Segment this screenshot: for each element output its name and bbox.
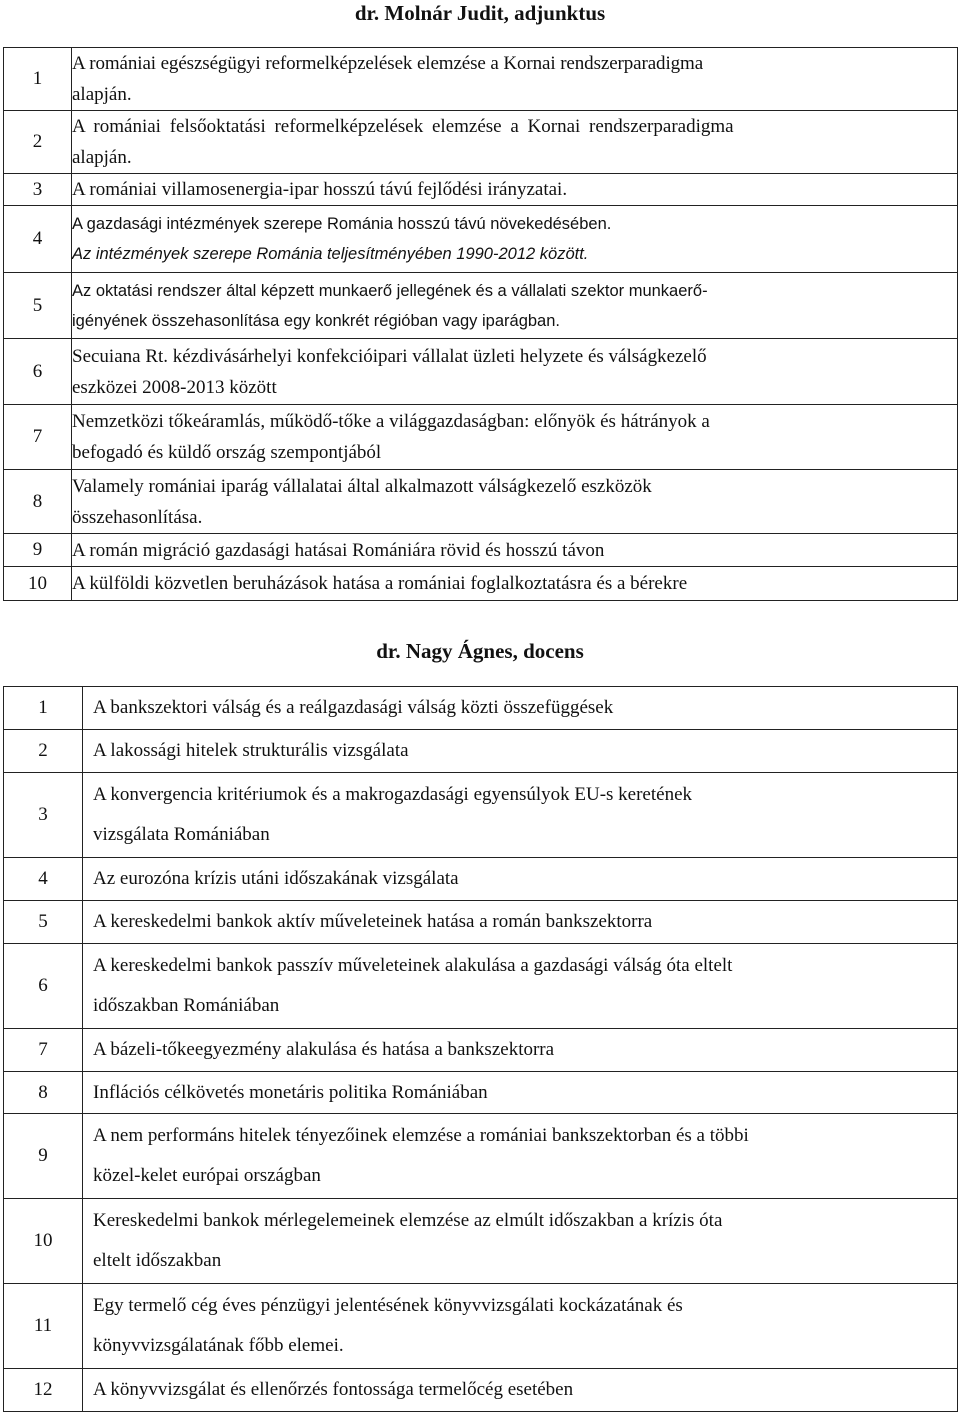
topic-title <box>83 944 958 1029</box>
topic-line: Valamely romániai iparág vállalatai által alkalmazott válságkezelő eszközök <box>72 475 652 497</box>
topic-line: A külföldi közvetlen beruházások hatása a romániai foglalkoztatásra és a bérekre <box>72 573 688 594</box>
topic-line: Az oktatási rendszer által képzett munkaerő jellegének és a vállalati szektor munkaerő- <box>72 281 708 300</box>
row-number: 2 <box>4 730 83 773</box>
row-number: 6 <box>4 339 72 405</box>
row-number: 7 <box>4 405 72 470</box>
table-row <box>4 901 958 944</box>
topic-line: Az intézmények szerepe Románia teljesítményében 1990-2012 között. <box>72 245 589 263</box>
table-row <box>4 534 958 567</box>
topic-title <box>72 273 958 339</box>
topic-line: közel-kelet európai országban <box>93 1165 321 1186</box>
topic-title <box>72 206 958 273</box>
topic-line: igényének összehasonlítása egy konkrét régióban vagy iparágban. <box>72 311 560 330</box>
table-row <box>4 470 958 534</box>
topic-line: összehasonlítása. <box>72 506 203 528</box>
table-row <box>4 1369 958 1412</box>
topic-line: Az eurozóna krízis utáni időszakának vizsgálata <box>93 868 459 889</box>
table-row <box>4 687 958 730</box>
table-row <box>4 1199 958 1284</box>
row-number: 6 <box>4 944 83 1029</box>
row-number: 8 <box>4 470 72 534</box>
row-number: 10 <box>4 567 72 601</box>
topic-title <box>83 1029 958 1072</box>
section1-title: dr. Molnár Judit, adjunktus <box>354 1 606 25</box>
topic-line: befogadó és küldő ország szempontjából <box>72 442 382 463</box>
topics-table-nagy <box>3 686 958 1412</box>
topic-title <box>72 339 958 405</box>
topics-table-molnar <box>3 47 958 601</box>
topic-title <box>83 773 958 858</box>
row-number: 7 <box>4 1029 83 1072</box>
topic-line: A gazdasági intézmények szerepe Románia hosszú távú növekedésében. <box>72 215 612 233</box>
row-number: 5 <box>4 901 83 944</box>
topic-title <box>83 858 958 901</box>
topic-line: A romániai villamosenergia-ipar hosszú távú fejlődési irányzatai. <box>72 179 568 200</box>
row-number: 4 <box>4 858 83 901</box>
topic-line: A lakossági hitelek strukturális vizsgálata <box>93 740 409 761</box>
topic-title <box>72 470 958 534</box>
table-row <box>4 1029 958 1072</box>
topic-title <box>83 1114 958 1199</box>
row-number: 12 <box>4 1369 83 1412</box>
topic-title <box>72 174 958 206</box>
topic-line: eszközei 2008-2013 között <box>72 376 277 398</box>
topic-line: Nemzetközi tőkeáramlás, működő-tőke a világgazdaságban: előnyök és hátrányok a <box>72 411 710 432</box>
topic-line: A romániai egészségügyi reformelképzelések elemzése a Kornai rendszerparadigma <box>72 53 704 74</box>
row-number: 1 <box>4 48 72 111</box>
topic-title <box>83 1369 958 1412</box>
table-row <box>4 858 958 901</box>
table-row <box>4 339 958 405</box>
table-row <box>4 1114 958 1199</box>
table-row <box>4 773 958 858</box>
table-row <box>4 405 958 470</box>
topic-line: eltelt időszakban <box>93 1250 222 1271</box>
topic-line: A könyvvizsgálat és ellenőrzés fontossága termelőcég esetében <box>93 1379 574 1400</box>
topic-line: A román migráció gazdasági hatásai Romániára rövid és hosszú távon <box>72 539 605 561</box>
topic-title <box>72 405 958 470</box>
table-row <box>4 111 958 174</box>
topic-line: Inflációs célkövetés monetáris politika Romániában <box>93 1081 488 1103</box>
topic-line: A bázeli-tőkeegyezmény alakulása és hatása a bankszektorra <box>93 1039 555 1060</box>
topic-title <box>72 111 958 174</box>
topic-title <box>83 901 958 944</box>
table-row <box>4 273 958 339</box>
topic-line: Egy termelő cég éves pénzügyi jelentésének könyvvizsgálati kockázatának és <box>93 1295 683 1316</box>
table-row <box>4 730 958 773</box>
row-number: 9 <box>4 534 72 567</box>
topic-line: A kereskedelmi bankok aktív műveleteinek hatása a román bankszektorra <box>93 911 653 932</box>
topic-line: időszakban Romániában <box>93 995 280 1016</box>
topic-title <box>83 1072 958 1114</box>
table-row <box>4 567 958 601</box>
topic-line: alapján. <box>72 84 132 105</box>
row-number: 4 <box>4 206 72 273</box>
section2-title: dr. Nagy Ágnes, docens <box>376 639 584 663</box>
row-number: 8 <box>4 1072 83 1114</box>
topic-line: alapján. <box>72 147 132 168</box>
topic-title <box>83 1284 958 1369</box>
table-row <box>4 1284 958 1369</box>
table-row <box>4 174 958 206</box>
table-row <box>4 1072 958 1114</box>
topic-title <box>72 534 958 567</box>
row-number: 1 <box>4 687 83 730</box>
topic-title <box>83 1199 958 1284</box>
topic-line: A bankszektori válság és a reálgazdasági válság közti összefüggések <box>93 697 614 718</box>
row-number: 2 <box>4 111 72 174</box>
row-number: 3 <box>4 773 83 858</box>
topic-title <box>72 567 958 601</box>
topic-title <box>83 687 958 730</box>
topic-line: A konvergencia kritériumok és a makrogazdasági egyensúlyok EU-s keretének <box>93 784 693 805</box>
topic-title <box>72 48 958 111</box>
topic-line: A romániai felsőoktatási reformelképzelések elemzése a Kornai rendszerparadigma <box>72 116 734 137</box>
row-number: 10 <box>4 1199 83 1284</box>
topic-line: Secuiana Rt. kézdivásárhelyi konfekcióipari vállalat üzleti helyzete és válságkezelő <box>72 345 707 367</box>
table-row <box>4 48 958 111</box>
topic-line: vizsgálata Romániában <box>93 824 270 845</box>
row-number: 11 <box>4 1284 83 1369</box>
topic-line: A nem performáns hitelek tényezőinek elemzése a romániai bankszektorban és a többi <box>93 1125 749 1146</box>
table-row <box>4 206 958 273</box>
table-row <box>4 944 958 1029</box>
row-number: 9 <box>4 1114 83 1199</box>
row-number: 5 <box>4 273 72 339</box>
topic-title <box>83 730 958 773</box>
topic-line: könyvvizsgálatának főbb elemei. <box>93 1335 344 1356</box>
row-number: 3 <box>4 174 72 206</box>
topic-line: A kereskedelmi bankok passzív műveleteinek alakulása a gazdasági válság óta eltelt <box>93 955 733 976</box>
topic-line: Kereskedelmi bankok mérlegelemeinek elemzése az elmúlt időszakban a krízis óta <box>93 1210 723 1231</box>
